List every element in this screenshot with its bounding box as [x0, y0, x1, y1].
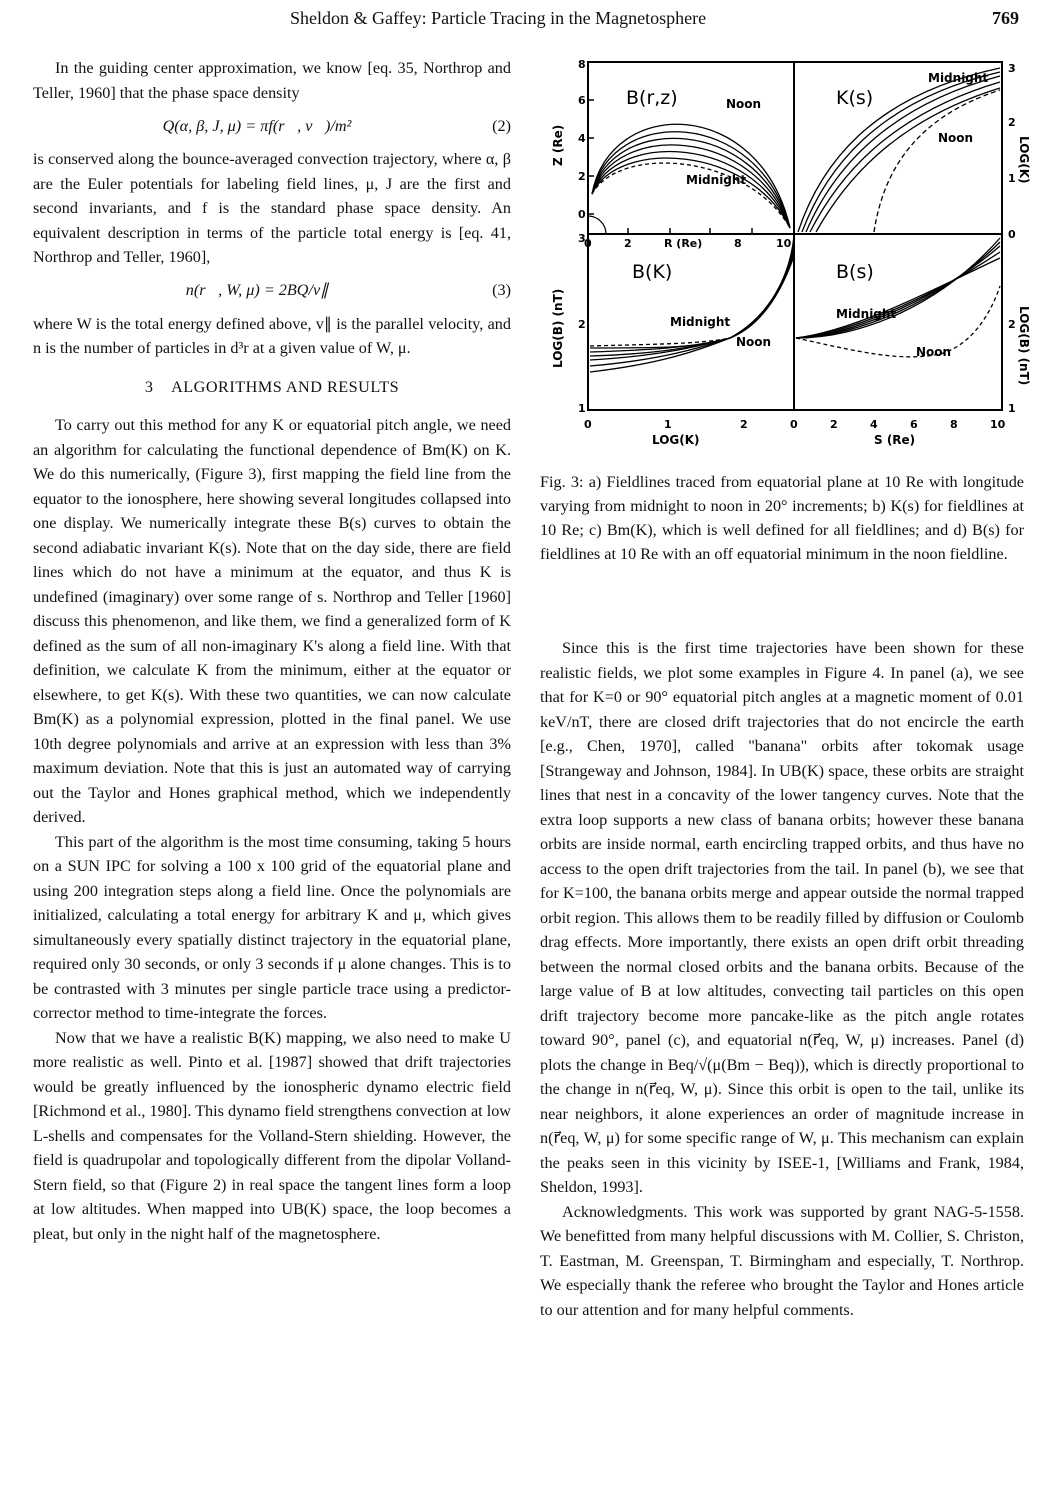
panel-b-midnight-label: Midnight: [928, 71, 989, 85]
paragraph: Now that we have a realistic B(K) mapping, we also need to make U more realistic as well. Pinto et al. [1987] showed that drift trajectories would be greatly influenced by the ionospheric dynamo electric field [Richmond et al., 1980]. This dynamo field strengthens convection at low L-shells and compensates for the Volland-Stern shielding. However, the field is quadrupolar and topologically different from the dipolar Volland-Stern field, so that (Figure 2) in real space the tangent lines form a loop at low altitudes. When mapped into UB(K) space, the loop becomes a pleat, but only in the night half of the magnetosphere.: [33, 1028, 511, 1243]
panel-a-xtick: 8: [734, 237, 742, 250]
equation-body: Q(α, β, J, μ) = πf(r⃗, v⃗)/m²: [162, 116, 352, 135]
panel-b-ylabel: LOG(K): [1017, 136, 1031, 184]
panel-a-xlabel: R (Re): [664, 237, 703, 250]
section-title: ALGORITHMS AND RESULTS: [171, 377, 400, 396]
panel-a-xtick: 10: [776, 237, 792, 250]
panel-a-title: B(r,z): [626, 87, 678, 109]
figure-3: [540, 56, 1031, 460]
panel-b-ytick: 2: [1008, 116, 1016, 129]
paragraph: To carry out this method for any K or equatorial pitch angle, we need an algorithm for calculating the functional dependence of Bm(K) on K. We do this numerically, (Figure 3), first mapping the field line from the equator to the ionosphere, here showing several longitudes collapsed into one display. We numerically integrate these B(s) curves to obtain the second adiabatic invariant K(s). Note that on the day side, there are field lines which do not have a minimum at the equator, and thus K is undefined (imaginary) over some range of s. Northrop and Teller [1960] discuss this phenomenon, and like them, we find a generalized form of K defined as the sum of all non-imaginary K's along a field line. With that definition, we calculate K from the minimum, either at the equator or elsewhere, to get K(s). With these two quantities, we can now calculate Bm(K) as a polynomial expression, plotted in the final panel. We use 10th degree polynomials and arrive at an expression with less than 3% maximum deviation. Note that this is just an automated way of carrying out the Taylor and Hones graphical method, which we independently derived.: [33, 416, 511, 826]
running-header: [0, 8, 1043, 32]
acknowledgments: Acknowledgments. This work was supported by grant NAG-5-1558. We benefitted from many helpful discussions with M. Collier, S. Christon, T. Eastman, M. Greenspan, T. Birmingham and especially, T. Northrop. We especially thank the referee who brought the Taylor and Hones article to our attention and for many helpful comments.: [540, 1202, 1024, 1319]
panel-d-xtick: 10: [990, 418, 1006, 431]
panel-a-xtick: 0: [584, 237, 592, 250]
panel-c-ytick: 3: [578, 232, 586, 245]
left-column: [33, 56, 511, 1246]
panel-c-xtick: 2: [740, 418, 748, 431]
panel-d-midnight-label: Midnight: [836, 307, 897, 321]
paragraph: where W is the total energy defined above, v∥ is the parallel velocity, and n is the number of particles in d³r at a given value of W, μ.: [33, 314, 511, 357]
panel-c-xlabel: LOG(K): [652, 433, 700, 447]
figure-caption: Fig. 3: a) Fieldlines traced from equatorial plane at 10 Re with longitude varying from midnight to noon in 20° increments; b) K(s) for fieldlines at 10 Re; c) Bm(K), which is well defined for all fieldlines; and d) B(s) for fieldlines at 10 Re with an off equatorial minimum in the noon fieldline.: [540, 473, 1024, 563]
panel-d-xlabel: S (Re): [874, 433, 916, 447]
panel-a-ytick: 6: [578, 94, 586, 107]
section-number: 3: [144, 377, 154, 396]
panel-a-frame: [588, 62, 794, 234]
panel-c-ytick: 2: [578, 318, 586, 331]
page-number: 769: [992, 8, 1019, 28]
panel-a-xtick: 2: [624, 237, 632, 250]
panel-b-ytick: 0: [1008, 228, 1016, 241]
panel-b-frame: [794, 62, 1002, 234]
equation-number: (3): [492, 281, 511, 300]
panel-c-xtick: 1: [664, 418, 672, 431]
panel-a-ylabel: Z (Re): [551, 124, 565, 166]
panel-a-ytick: 8: [578, 58, 586, 71]
equation-number: (2): [492, 116, 511, 135]
panel-b-ytick: 3: [1008, 62, 1016, 75]
panel-a-ytick: 2: [578, 170, 586, 183]
earth-arc: [588, 216, 606, 234]
panel-c-curves: [590, 236, 794, 372]
panel-d-frame: [794, 234, 1002, 410]
panel-a-noon-label: Noon: [726, 97, 762, 111]
paragraph: This part of the algorithm is the most time consuming, taking 5 hours on a SUN IPC for solving a 100 x 100 grid of the equatorial plane and using 200 integration steps along a field line. Once the polynomials are initialized, calculating a total energy for arbitrary K and μ, which gives simultaneously every spatially distinct trajectory in the equatorial plane, required only 30 seconds, or only 3 seconds if μ alone changes. This is to be contrasted with 3 minutes per single particle trace using a predictor-corrector method to time-integrate the forces.: [33, 832, 511, 1022]
running-title: Sheldon & Gaffey: Particle Tracing in the Magnetosphere: [290, 8, 707, 28]
panel-d-xtick: 4: [870, 418, 878, 431]
equation-3: [33, 278, 511, 304]
panel-b-curves: [798, 68, 1000, 232]
panel-b-title: K(s): [836, 87, 874, 109]
panel-d-xtick: 2: [830, 418, 838, 431]
panel-d-title: B(s): [836, 261, 874, 283]
right-column: [540, 636, 1024, 1322]
panel-a-ytick: 0: [578, 208, 586, 221]
panel-c-ytick: 1: [578, 402, 586, 415]
panel-c-title: B(K): [632, 261, 673, 283]
panel-d-ylabel: LOG(B) (nT): [1017, 306, 1031, 386]
panel-b-ytick: 1: [1008, 172, 1016, 185]
panel-d-ytick: 1: [1008, 402, 1016, 415]
panel-c-noon-label: Noon: [736, 335, 772, 349]
panel-d-xtick: 0: [790, 418, 798, 431]
panel-d-curves: [796, 238, 1000, 357]
panel-d-ytick: 2: [1008, 318, 1016, 331]
panel-b-noon-label: Noon: [938, 131, 974, 145]
section-heading: [33, 375, 511, 400]
paragraph: Since this is the first time trajectories have been shown for these realistic fields, we plot some examples in Figure 4. In panel (a), we see that for K=0 or 90° equatorial pitch angles at a magnetic moment of 0.01 keV/nT, there are closed drift trajectories that do not encircle the earth [e.g., Chen, 1970], called "banana" orbits after tokomak usage [Strangeway and Johnson, 1984]. In UB(K) space, these orbits are straight lines that nest in a concavity of the lower tangency curves. Note that the extra loop supports a new class of banana orbits; however these banana orbits are inside normal, earth encircling trapped orbits, and thus have no access to the open drift trajectories from the tail. In panel (b), we see that for K=100, the banana orbits merge and appear outside the normal trapped orbit region. This allows them to be readily filled by diffusion or Coulomb drag effects. More importantly, there exists an open drift orbit threading between the normal closed orbits and the banana orbits. Because of the large value of B at low altitudes, convecting tail particles on this open drift trajectory become more pancake-like as the pitch angle rotates toward 90°, panel (c), and equatorial n(r⃗eq, W, μ) increases. Panel (d) plots the change in Beq/√(μ(Bm − Beq)), which is directly proportional to the change in n(r⃗eq, W, μ). Since this orbit is open to the tail, unlike its near neighbors, it alone experiences an order of magnitude increase in n(r⃗eq, W, μ) for some specific range of W, μ. This mechanism can explain the peaks seen in this vicinity by ISEE-1, [Williams and Frank, 1984, Sheldon, 1993].: [540, 639, 1024, 1196]
panel-c-midnight-label: Midnight: [670, 315, 731, 329]
equation-body: n(r⃗, W, μ) = 2BQ/v∥: [185, 281, 329, 300]
paragraph: is conserved along the bounce-averaged convection trajectory, where α, β are the Euler potentials for labeling field lines, μ, J are the first and second invariants, and f is the standard phase space density. An equivalent description in terms of the particle total energy is [eq. 41, Northrop and Teller, 1960],: [33, 150, 511, 266]
panel-a-ytick: 4: [578, 132, 586, 145]
panel-c-ylabel: LOG(B) (nT): [551, 288, 565, 368]
figure-3-plot: [540, 56, 1031, 456]
panel-a-midnight-label: Midnight: [686, 173, 747, 187]
paragraph: In the guiding center approximation, we know [eq. 35, Northrop and Teller, 1960] that the phase space density: [33, 59, 511, 102]
equation-2: [33, 113, 511, 139]
panel-d-xtick: 6: [910, 418, 918, 431]
panel-d-noon-label: Noon: [916, 345, 952, 359]
panel-c-xtick: 0: [584, 418, 592, 431]
panel-d-xtick: 8: [950, 418, 958, 431]
